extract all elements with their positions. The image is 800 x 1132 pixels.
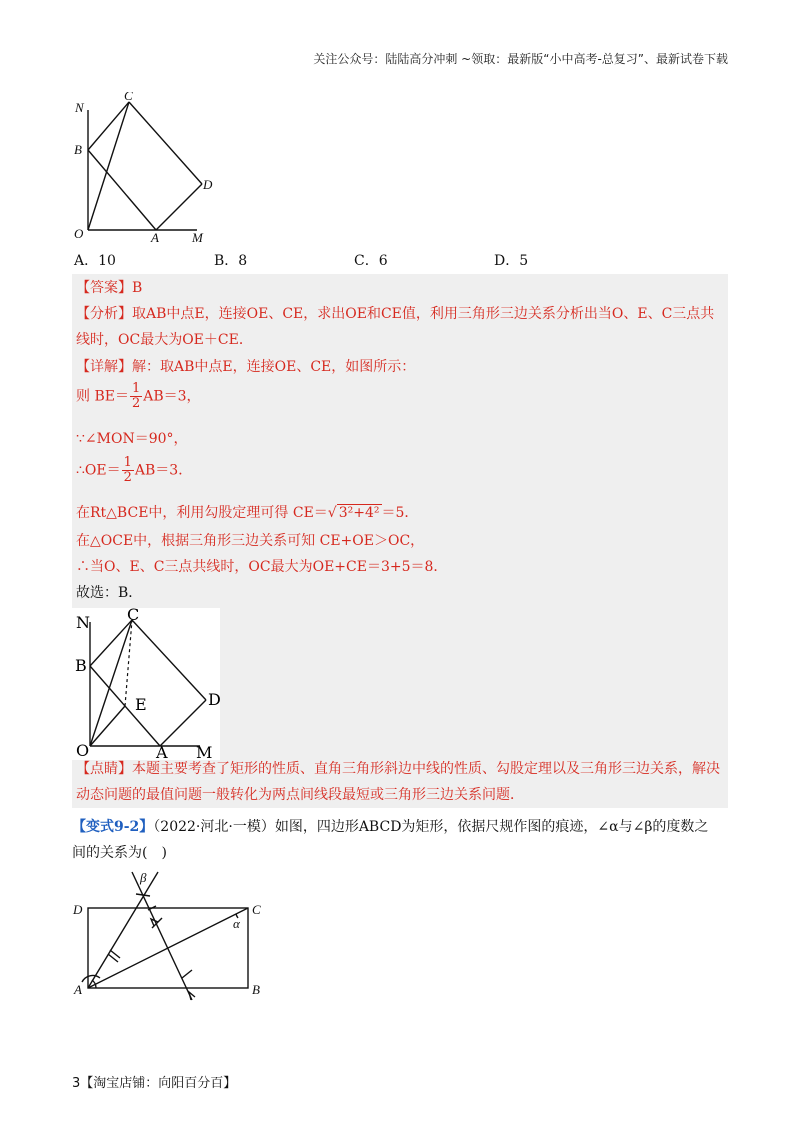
- fig2-label-d: D: [208, 690, 220, 709]
- label-m: M: [192, 230, 203, 244]
- fig2-label-m: M: [196, 743, 213, 760]
- oe-fraction: [122, 456, 134, 485]
- oe-prefix: ∴OE＝: [76, 462, 121, 479]
- variant-text-1: （2022·河北·一模）如图，四边形ABCD为矩形，依据尺规作图的痕迹，∠α与∠β的度数之: [153, 819, 709, 835]
- option-a: A．10: [74, 253, 116, 269]
- analysis-line-2: 线时，OC最大为OE＋CE．: [76, 332, 253, 348]
- label-a: A: [74, 982, 82, 997]
- option-c: C．6: [354, 253, 388, 269]
- solution-panel: [72, 274, 728, 808]
- label-beta: β: [140, 870, 147, 885]
- label-b: B: [252, 982, 260, 997]
- detail-line: 【详解】解：取AB中点E，连接OE、CE，如图所示：: [76, 359, 416, 375]
- label-c: C: [252, 902, 261, 917]
- conclusion-line: ∴当O、E、C三点共线时，OC最大为OE+CE＝3+5＝8．: [76, 559, 448, 575]
- fig2-label-b: B: [75, 656, 87, 675]
- label-d: D: [73, 902, 83, 917]
- comment-line-2: 动态问题的最值问题一般转化为两点间线段最短或三角形三边关系问题．: [76, 787, 524, 803]
- option-b: B．8: [214, 253, 248, 269]
- fig2-label-e: E: [135, 695, 147, 714]
- variant-question: [72, 814, 732, 866]
- figure-2-diagram: [72, 608, 220, 760]
- mon-line: ∵∠MON＝90°，: [76, 431, 188, 447]
- label-b: B: [74, 142, 82, 157]
- be-numerator: 1: [131, 381, 141, 396]
- label-alpha: α: [233, 916, 240, 931]
- analysis-line-1: 【分析】取AB中点E，连接OE、CE，求出OE和CE值，利用三角形三边关系分析出当O、E、C三点共: [76, 306, 715, 322]
- figure-1-diagram: [72, 92, 222, 244]
- answer-line: 【答案】B: [76, 280, 143, 296]
- ce-suffix: ＝5．: [381, 505, 419, 521]
- oe-numerator: 1: [123, 455, 132, 470]
- label-n: N: [75, 100, 84, 115]
- choose-line: 故选：B．: [76, 585, 143, 601]
- be-suffix: AB＝3，: [143, 388, 201, 405]
- fig2-label-a: A: [156, 743, 168, 760]
- triangle-line: 在△OCE中，根据三角形三边关系可知 CE+OE＞OC，: [76, 533, 425, 549]
- variant-text-2: 间的关系为( ): [72, 845, 167, 861]
- oe-equation: [76, 456, 192, 485]
- label-o: O: [74, 226, 84, 241]
- option-d: D．5: [494, 253, 529, 269]
- ce-prefix: 在Rt△BCE中，利用勾股定理可得 CE＝: [76, 505, 328, 521]
- label-d: D: [203, 177, 213, 192]
- answer-options: [74, 250, 674, 270]
- be-prefix: 则 BE＝: [76, 388, 129, 405]
- figure-3-diagram: [70, 866, 280, 1006]
- page-footer: 3【淘宝店铺：向阳百分百】: [72, 1076, 237, 1091]
- label-c: C: [124, 92, 133, 103]
- ce-sqrt: 3²+4²: [338, 505, 380, 521]
- variant-tag: 【变式9-2】: [72, 819, 154, 835]
- be-equation: [76, 382, 201, 411]
- label-a: A: [151, 230, 159, 244]
- fig2-label-c: C: [127, 608, 140, 624]
- fig2-label-o: O: [76, 741, 90, 760]
- be-fraction: [130, 382, 142, 411]
- comment-line-1: 【点睛】本题主要考查了矩形的性质、直角三角形斜边中线的性质、勾股定理以及三角形三边关系，解决: [76, 761, 720, 777]
- ce-equation: 在Rt△BCE中，利用勾股定理可得 CE＝√ 3²+4² ＝5．: [76, 505, 419, 521]
- oe-suffix: AB＝3．: [134, 462, 193, 479]
- oe-denominator: 2: [123, 470, 132, 485]
- be-denominator: 2: [131, 396, 141, 411]
- page-header: 关注公众号：陆陆高分冲刺 ~领取：最新版“小中高考-总复习”、最新试卷下载: [313, 52, 728, 66]
- fig2-label-n: N: [76, 613, 90, 632]
